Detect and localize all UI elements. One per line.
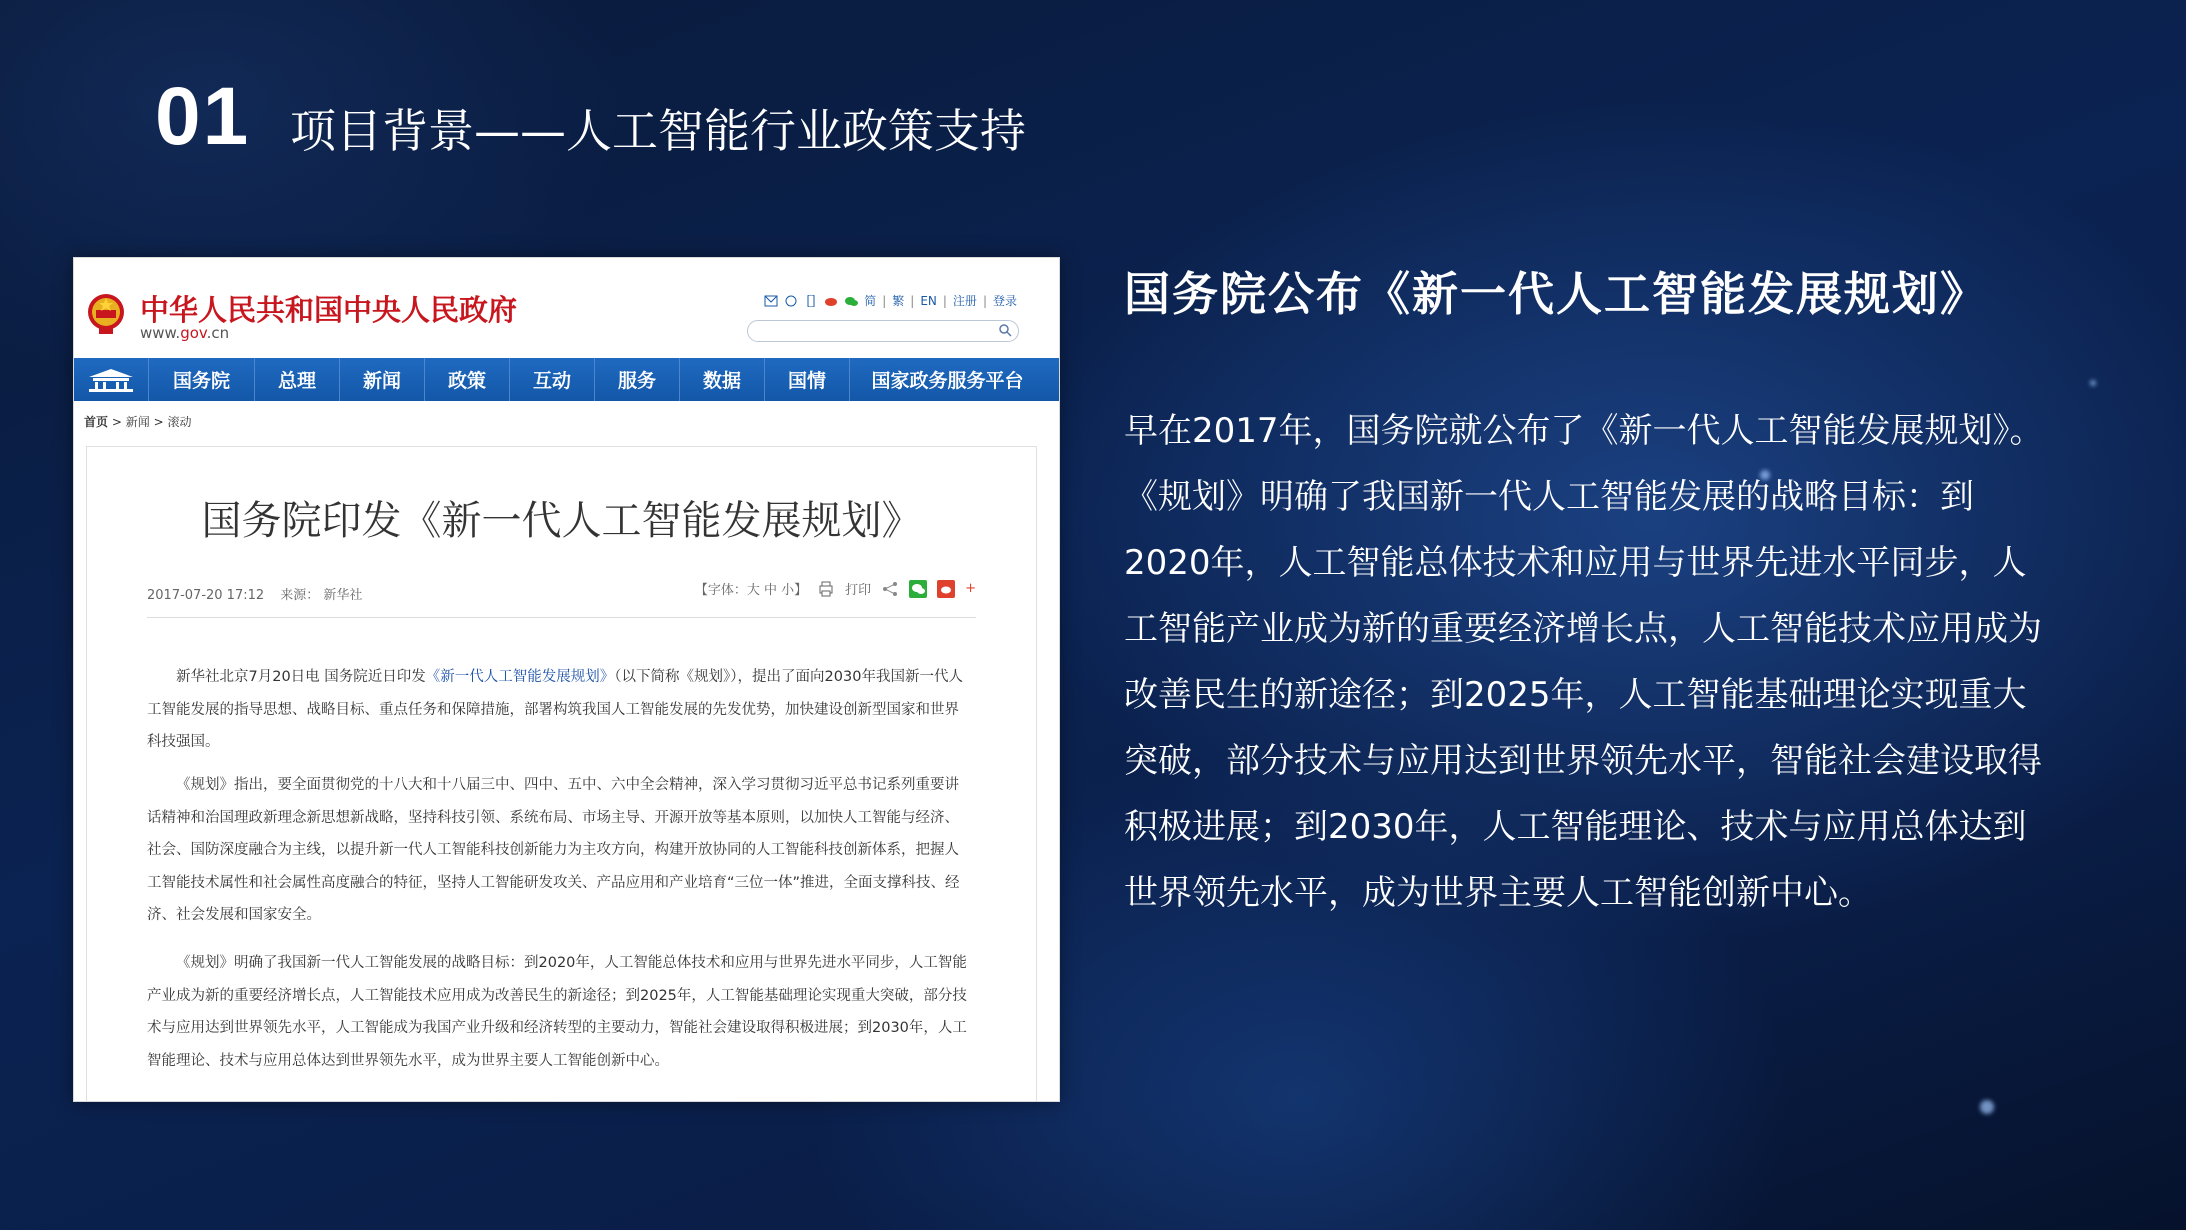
print-button[interactable]: 打印 [845,583,872,598]
nav-home[interactable] [74,358,149,401]
search-input[interactable] [747,320,1019,342]
top-link-traditional[interactable]: 繁 [892,294,905,308]
nav-item-news[interactable]: 新闻 [340,358,425,401]
mail-icon[interactable] [764,295,778,307]
font-size-selector[interactable]: 【字体：大 中 小】 [694,583,808,598]
article-paragraph-1: 新华社北京7月20日电 国务院近日印发《新一代人工智能发展规划》（以下简称《规划》），提出了面向2030年我国新一代人工智能发展的指导思想、战略目标、重点任务和保障措施，部署构筑我国人工智能发展的先发优势，加快建设创新型国家和世界科技强国。 [147,669,963,750]
article-source-label: 来源： [280,588,320,603]
gov-header [74,258,1059,358]
print-icon[interactable] [817,580,835,598]
breadcrumb-home[interactable]: 首页 [84,415,109,429]
gov-website-screenshot [73,257,1060,1102]
article-paragraph-2: 《规划》指出，要全面贯彻党的十八大和十八届三中、四中、五中、六中全会精神，深入学习贯彻习近平总书记系列重要讲话精神和治国理政新理念新思想新战略，坚持科技引领、系统布局、市场主导、开源开放等基本原则，以加快人工智能与经济、社会、国防深度融合为主线，以提升新一代人工智能科技创新能力为主攻方向，构建开放协同的人工智能科技创新体系，把握人工智能技术属性和社会属性高度融合的特征，坚持人工智能研发攻关、产品应用和产业培育“三位一体”推进，全面支撑科技、经济、社会发展和国家安全。 [147,777,960,923]
more-share-button[interactable]: + [965,581,976,596]
slide-title: 项目背景——人工智能行业政策支持 [290,104,1026,158]
article-title: 国务院印发《新一代人工智能发展规划》 [201,498,922,544]
top-link-login[interactable]: 登录 [992,294,1017,308]
search-icon[interactable] [998,323,1012,337]
top-links: 简 | 繁 | EN | 注册 | 登录 [764,292,1017,309]
article-plan-link[interactable]: 《新一代人工智能发展规划》 [425,669,615,685]
breadcrumb-news[interactable]: 新闻 [125,415,150,429]
share-icon[interactable] [881,580,899,598]
nav-item-national-info[interactable]: 国情 [765,358,850,401]
site-name: 中华人民共和国中央人民政府 [140,293,518,327]
background-sparkle [2090,380,2096,386]
web-icon[interactable] [784,295,798,307]
section-heading: 国务院公布《新一代人工智能发展规划》 [1124,267,1988,321]
mobile-icon[interactable] [804,295,818,307]
background-sparkle [1980,1100,1994,1114]
article [86,446,1037,1102]
nav-item-premier[interactable]: 总理 [255,358,340,401]
wechat-icon[interactable] [844,295,858,307]
national-emblem-icon [86,290,126,336]
nav-item-gov-service-platform[interactable]: 国家政务服务平台 [871,370,1024,392]
article-meta [147,584,374,603]
article-date: 2017-07-20 17:12 [147,588,265,603]
body-paragraph-1: 早在2017年，国务院就公布了《新一代人工智能发展规划》。 [1124,411,2044,451]
weibo-icon[interactable] [824,295,838,307]
top-link-simplified[interactable]: 简 [864,294,877,308]
nav-item-data[interactable]: 数据 [680,358,765,401]
breadcrumb: 首页 > 新闻 > 滚动 [84,415,192,429]
body-paragraph-2: 《规划》明确了我国新一代人工智能发展的战略目标：到2020年，人工智能总体技术和应用与世界先进水平同步，人工智能产业成为新的重要经济增长点，人工智能技术应用成为改善民生的新途径；到2025年，人工智能基础理论实现重大突破，部分技术与应用达到世界领先水平，智能社会建设取得积极进展；到2030年，人工智能理论、技术与应用总体达到世界领先水平，成为世界主要人工智能创新中心。 [1124,477,2042,913]
home-building-icon [85,367,137,393]
breadcrumb-rolling[interactable]: 滚动 [167,415,192,429]
article-source: 新华社 [323,588,363,603]
article-tools [695,579,976,598]
top-link-register[interactable]: 注册 [952,294,977,308]
slide-number: 01 [155,71,251,162]
nav-item-state-council[interactable]: 国务院 [149,358,255,401]
site-url: www.gov.cn [140,324,230,342]
nav-item-policy[interactable]: 政策 [425,358,510,401]
section-body [1124,398,2044,926]
article-divider [147,617,976,618]
wechat-share-icon[interactable] [909,580,927,598]
nav-item-interaction[interactable]: 互动 [510,358,595,401]
nav-item-service[interactable]: 服务 [595,358,680,401]
top-link-english[interactable]: EN [920,293,937,308]
weibo-share-icon[interactable] [937,580,955,598]
article-paragraph-3: 《规划》明确了我国新一代人工智能发展的战略目标：到2020年，人工智能总体技术和应用与世界先进水平同步，人工智能产业成为新的重要经济增长点，人工智能技术应用成为改善民生的新途径；到2025年，人工智能基础理论实现重大突破，部分技术与应用达到世界领先水平，人工智能成为我国产业升级和经济转型的主要动力，智能社会建设取得积极进展；到2030年，人工智能理论、技术与应用总体达到世界领先水平，成为世界主要人工智能创新中心。 [147,955,967,1069]
main-nav [74,358,1059,401]
